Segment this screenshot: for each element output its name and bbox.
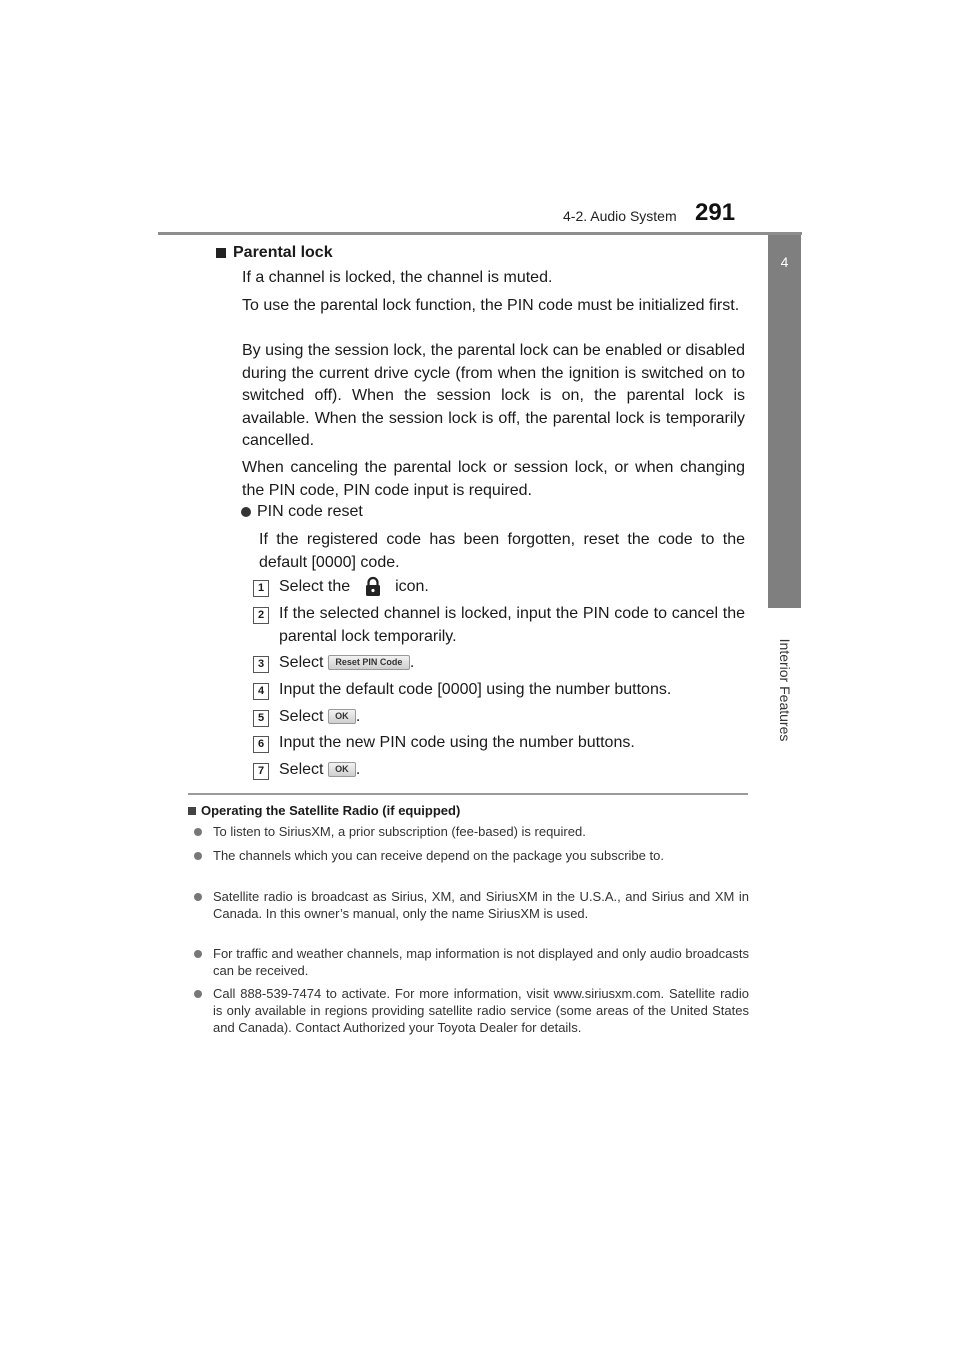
paragraph: If a channel is locked, the channel is muted. bbox=[242, 269, 553, 286]
step-text: Input the new PIN code using the number buttons. bbox=[279, 734, 635, 751]
step-number-badge: 1 bbox=[253, 580, 269, 597]
page-number: 291 bbox=[695, 199, 736, 226]
step-3 bbox=[253, 652, 745, 675]
note-item: To listen to SiriusXM, a prior subscription (fee-based) is required. bbox=[194, 823, 749, 840]
round-bullet-icon bbox=[194, 852, 202, 860]
step-number-badge: 7 bbox=[253, 763, 269, 780]
notes-title-row bbox=[188, 803, 460, 818]
step-1 bbox=[253, 576, 745, 599]
step-text: Select Reset PIN Code . bbox=[279, 654, 415, 671]
step-number-badge: 2 bbox=[253, 607, 269, 624]
step-text: Select OK . bbox=[279, 708, 361, 725]
chapter-number: 4 bbox=[780, 254, 789, 270]
step-text: Input the default code [0000] using the number buttons. bbox=[279, 681, 672, 698]
round-bullet-icon bbox=[194, 893, 202, 901]
note-item: The channels which you can receive depend on the package you subscribe to. bbox=[194, 847, 749, 864]
ok-button: OK bbox=[328, 762, 356, 777]
reset-pin-code-button: Reset PIN Code bbox=[328, 655, 410, 670]
section-title-row bbox=[216, 244, 333, 262]
section-header: 4-2. Audio System bbox=[563, 208, 677, 224]
step-6 bbox=[253, 732, 745, 755]
step-5 bbox=[253, 706, 745, 729]
chapter-title: Interior Features bbox=[777, 638, 793, 742]
square-bullet-icon bbox=[188, 807, 196, 815]
round-bullet-icon bbox=[194, 990, 202, 998]
notes-divider bbox=[188, 793, 748, 795]
bullet-text: If the registered code has been forgotten, reset the code to the default [0000] code. bbox=[259, 531, 745, 571]
chapter-tab bbox=[768, 235, 801, 608]
paragraph: By using the session lock, the parental lock can be enabled or disabled during the current drive cycle (from when the ignition is switched on to switched off). When the session lock is on, the parental lock is available. When the session lock is off, the parental lock is temporarily cancelled. bbox=[242, 342, 745, 449]
square-bullet-icon bbox=[216, 248, 226, 258]
step-7 bbox=[253, 759, 745, 782]
note-item: For traffic and weather channels, map information is not displayed and only audio broadcasts can be received. bbox=[194, 945, 749, 979]
bullet-heading bbox=[241, 503, 363, 521]
step-number-badge: 5 bbox=[253, 710, 269, 727]
bullet-title: PIN code reset bbox=[257, 503, 363, 520]
step-2 bbox=[253, 603, 745, 648]
section-title: Parental lock bbox=[233, 244, 333, 261]
notes-title: Operating the Satellite Radio (if equipped) bbox=[201, 803, 461, 818]
step-4 bbox=[253, 679, 745, 702]
round-bullet-icon bbox=[241, 507, 251, 517]
round-bullet-icon bbox=[194, 950, 202, 958]
step-text: Select OK . bbox=[279, 761, 361, 778]
step-number-badge: 6 bbox=[253, 736, 269, 753]
paragraph: When canceling the parental lock or session lock, or when changing the PIN code, PIN code input is required. bbox=[242, 459, 745, 499]
header-divider bbox=[158, 232, 802, 235]
round-bullet-icon bbox=[194, 828, 202, 836]
note-item: Satellite radio is broadcast as Sirius, XM, and SiriusXM in the U.S.A., and Sirius and XM in Canada. In this owner’s manual, only the name SiriusXM is used. bbox=[194, 888, 749, 922]
ok-button: OK bbox=[328, 709, 356, 724]
step-text: Select the icon. bbox=[279, 576, 745, 599]
lock-icon bbox=[355, 576, 391, 598]
step-number-badge: 3 bbox=[253, 656, 269, 673]
step-number-badge: 4 bbox=[253, 683, 269, 700]
paragraph: To use the parental lock function, the PIN code must be initialized first. bbox=[242, 297, 740, 314]
step-text: If the selected channel is locked, input the PIN code to cancel the parental lock temporarily. bbox=[279, 605, 745, 645]
note-item: Call 888-539-7474 to activate. For more information, visit www.siriusxm.com. Satellite radio is only available in regions providing satellite radio service (some areas of the United States and Canada). Contact Authorized your Toyota Dealer for details. bbox=[194, 985, 749, 1036]
